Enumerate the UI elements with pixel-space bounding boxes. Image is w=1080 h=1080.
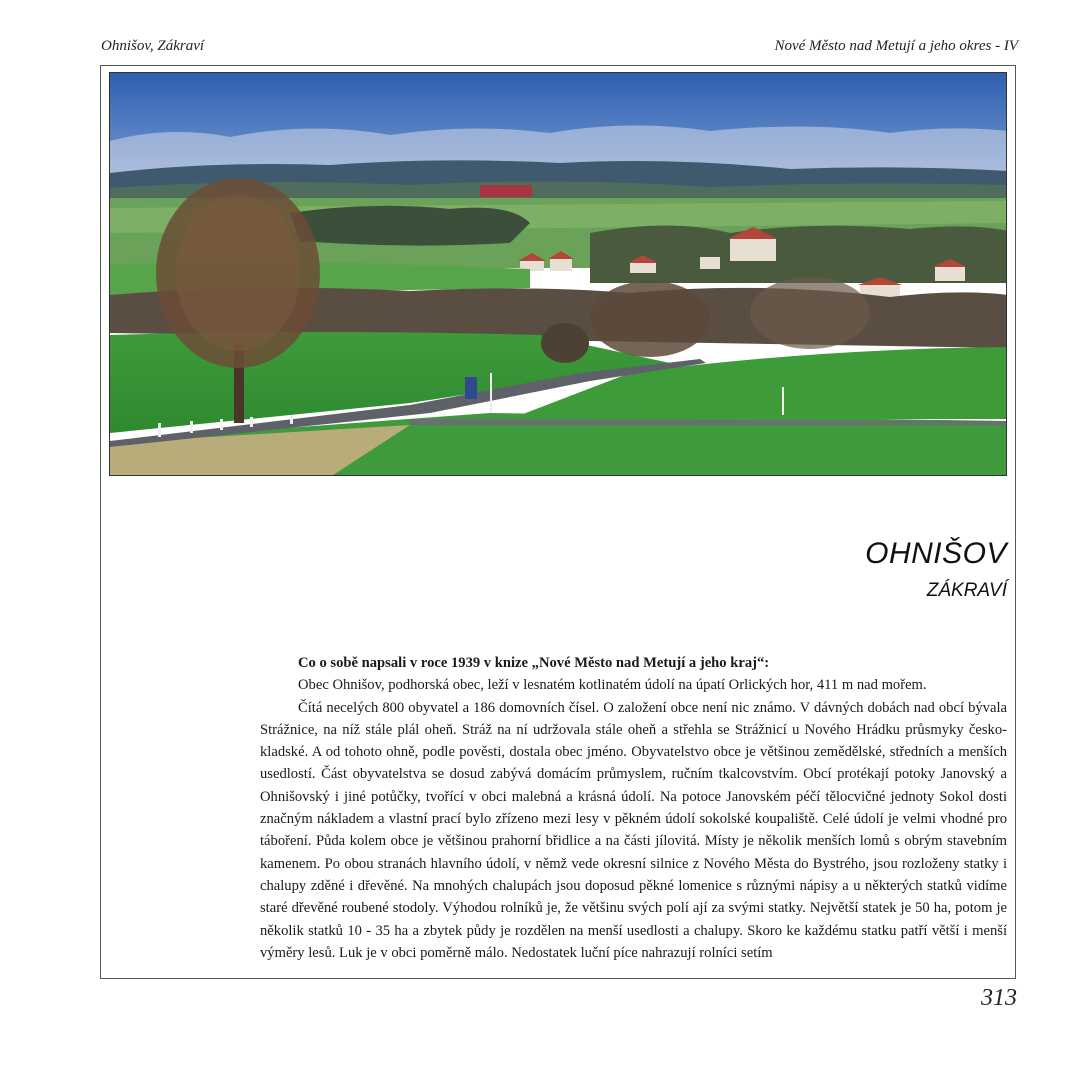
page-title: OHNIŠOV [865, 537, 1007, 570]
article-heading: Co o sobě napsali v roce 1939 v knize „Nové Město nad Metují a jeho kraj“: [298, 655, 770, 671]
article-paragraph-2: Čítá necelých 800 obyvatel a 186 domovních čísel. O založení obce není nic známo. V dávných dobách nad obcí bývala Strážnice, na níž stále plál oheň. Stráž na ní udržovala stále oheň a střehla se Strážnicí u Nového Hrádku průsmyky česko-kladské. A od tohoto ohně, podle pověsti, dostala obec jméno. Obyvatelstvo obce je většinou zemědělské, středních a menších usedlostí. Část obyvatelstva se dosud zabývá domácím průmyslem, ručním tkalcovstvím. Obcí protékají potoky Janovský a Ohnišovský i jiné potůčky, tvořící v obci malebná a krásná údolí. Na potoce Janovském péčí tělocvičné jednoty Sokol dosti značným nákladem a vlastní prací bylo zřízeno mezi lesy v pěkném údolí sokolské koupaliště. Celé údolí je velmi vhodné pro táboření. Půda kolem obce je většinou prahorní břidlice a na části jílovitá. Místy je několik menších lomů s obrým stavebním kamenem. Po obou stranách hlavního údolí, v němž vede okresní silnice z Nového Města do Bystrého, jsou rozloženy statky i chalupy zděné i dřevěné. Na mnohých chalupách jsou doposud pěkné lomenice s různými nápisy a u některých statků vidíme staré dřevěné roubené stodoly. Výhodou rolníků je, že většinu svých polí ají za svými statky. Největší statek je 50 ha, potom je několik statků 10 - 35 ha a zbytek půdy je rozdělen na menší usedlosti a chalupy. Skoro ke každému statku patří větší i menší výměry lesů. Luk je v obci poměrně málo. Nedostatek luční píce nahrazují rolníci setím [260, 699, 1007, 961]
article-body [260, 652, 1007, 964]
page-number: 313 [981, 985, 1017, 1011]
running-header-right: Nové Město nad Metují a jeho okres - IV [774, 38, 1018, 54]
article-paragraph-1: Obec Ohnišov, podhorská obec, leží v lesnatém kotlinatém údolí na úpatí Orlických hor, 411 m nad mořem. [298, 677, 927, 694]
page-subtitle: ZÁKRAVÍ [926, 580, 1007, 601]
landscape-photo [109, 72, 1007, 476]
running-header-left: Ohnišov, Zákraví [101, 38, 205, 54]
